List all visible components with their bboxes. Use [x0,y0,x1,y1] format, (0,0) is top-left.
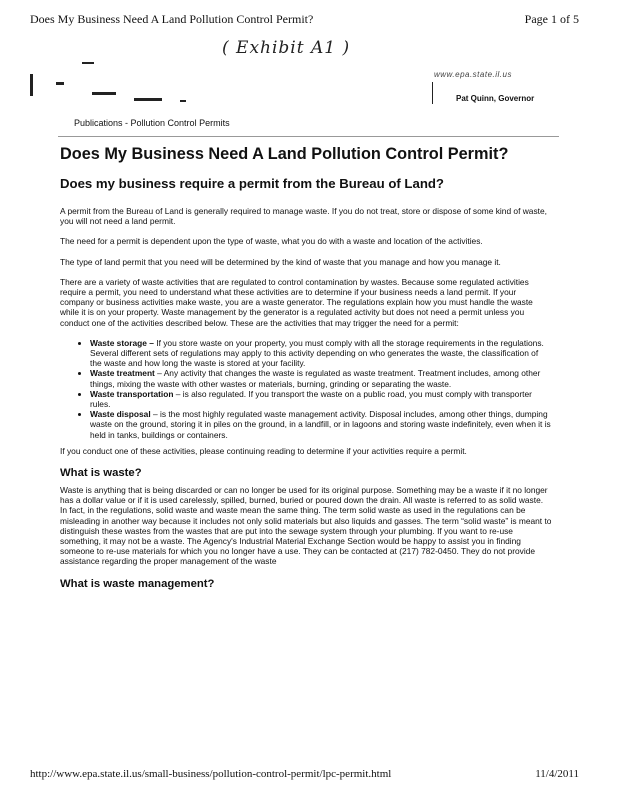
section-heading-bureau: Does my business require a permit from the Bureau of Land? [60,176,444,191]
scan-artifact [56,82,64,85]
paragraph: If you conduct one of these activities, please continuing reading to determine if your activities require a permit. [60,445,467,456]
activity-list [60,338,552,440]
list-item-waste-treatment [90,368,552,388]
paragraph: The need for a permit is dependent upon the type of waste, what you do with a waste and location of the activities. [60,236,483,247]
activity-term: Waste disposal [90,409,151,420]
scan-artifact [134,98,162,101]
list-item-waste-storage [90,338,552,369]
list-item-waste-transportation [90,389,552,409]
activity-term: Waste storage – [90,337,154,348]
list-item-waste-disposal [90,409,552,440]
handwritten-exhibit-note: ( Exhibit A1 ) [222,38,351,58]
breadcrumb[interactable]: Publications - Pollution Control Permits [74,118,230,128]
page-number: Page 1 of 5 [524,12,579,26]
governor-name: Pat Quinn, Governor [456,94,535,103]
site-banner [30,60,590,108]
activity-text: – is the most highly regulated waste management activity. Disposal includes, among other things, dumping waste on the ground, storing it in piles on the ground, in a landfill, or in lagoons and storing waste indefinitely, even when it is held in tanks, buildings or containers. [90,409,551,440]
activity-term: Waste transportation [90,388,174,399]
scan-artifact [432,82,433,104]
scan-artifact [92,92,116,95]
scan-artifact [30,74,33,96]
section-heading-waste-management: What is waste management? [60,577,215,590]
section-heading-what-is-waste: What is waste? [60,467,142,480]
scan-artifact [82,62,94,64]
site-logo-text[interactable]: www.epa.state.il.us [434,70,512,79]
paragraph: Waste is anything that is being discarded or can no longer be used for its original purpose. Something may be a waste if it no longer has a dollar value or if it is used carelessly, spilled, burned, buried or poured down the drain. All waste is referred to as solid waste. In fact, in the regulations, solid waste and waste mean the same thing. The term solid waste as used in the regulations can be misleading in another way because it includes not only solid materials but also liquids and gasses. The term “solid waste” is meant to distinguish these wastes from the wastes that are put into the sewage system through your plumbing. If you want to re-use something, it may not be a waste. The Agency's Industrial Material Exchange Section would be happy to assist you in finding someone to re-use materials for which you no longer have a use. They can be contacted at (217) 782-0450. They do not provide assistance regarding the proper management of the waste [60,485,552,567]
main-content [60,144,552,596]
print-footer [30,768,579,780]
activity-text: If you store waste on your property, you must comply with all the storage requirements in the regulations. Several different sets of regulations may apply to this activity depending on who generates the waste, the classification of the waste and how long the waste is stored at your facility. [90,337,544,369]
divider [58,136,559,137]
print-header-title: Does My Business Need A Land Pollution Control Permit? [30,12,314,26]
activity-term: Waste treatment [90,368,155,379]
paragraph: The type of land permit that you need will be determined by the kind of waste that you manage and how you manage it. [60,256,501,267]
print-date: 11/4/2011 [535,768,579,780]
paragraph: There are a variety of waste activities that are regulated to control contamination by wastes. Because some regulated activities require a permit, you need to understand what these activities are to determine if your business needs a land permit. If your company or business activities make waste, you are a waste generator. The regulations explain how you must handle the waste while it is on your property. Waste management by the generator is a regulated activity but does not need a permit unless you conduct one of the activities described below. These are the activities that may trigger the need for a permit: [60,276,533,328]
activity-text: – is also regulated. If you transport the waste on a public road, you must comply with transporter rules. [90,388,532,410]
activity-text: – Any activity that changes the waste is regulated as waste treatment. Treatment includes, among other things, mixing the waste with other wastes or materials, burning, grinding or separating the waste. [90,368,541,389]
print-header [30,12,579,27]
scan-artifact [180,100,186,102]
paragraph: A permit from the Bureau of Land is generally required to manage waste. If you do not treat, store or dispose of some kind of waste, you will not need a land permit. [60,206,547,227]
page-title: Does My Business Need A Land Pollution Control Permit? [60,145,509,163]
page-url[interactable]: http://www.epa.state.il.us/small-business/pollution-control-permit/lpc-permit.html [30,768,392,780]
